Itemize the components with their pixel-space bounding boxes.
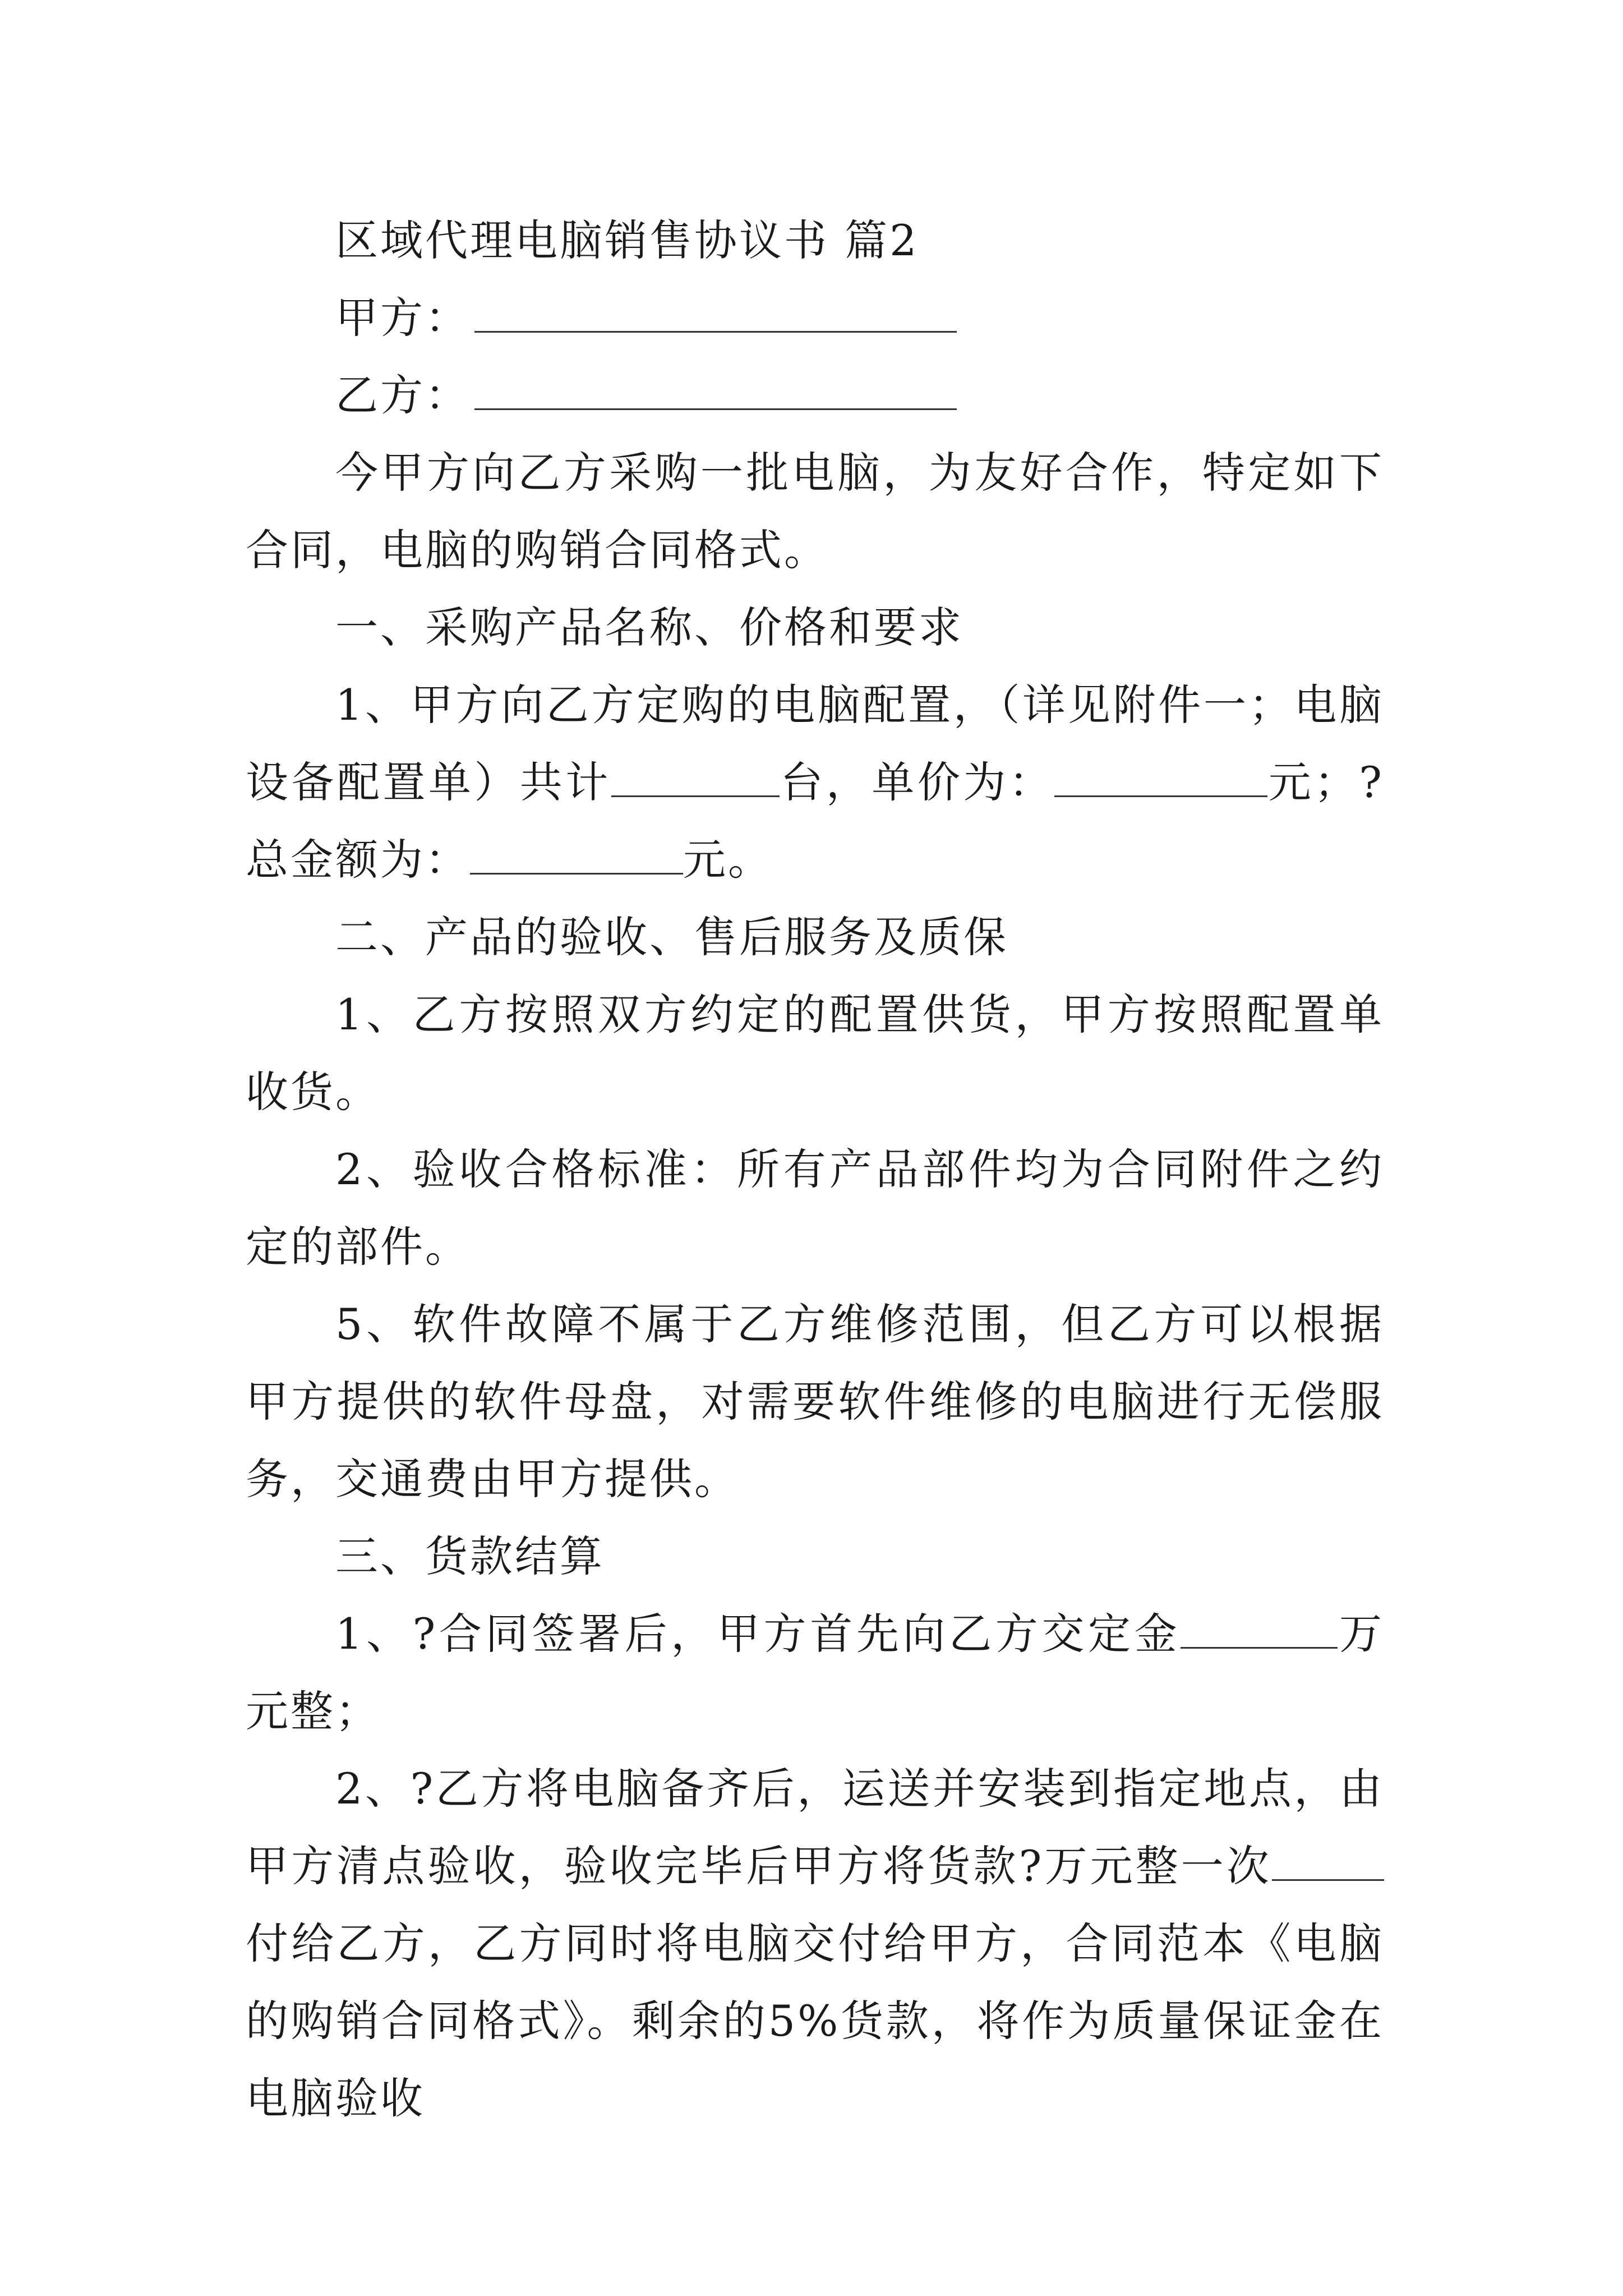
section-1-heading: 一、采购产品名称、价格和要求 (335, 602, 963, 652)
party-b-line: 乙方： (246, 357, 1384, 434)
unit-price-blank (1054, 756, 1267, 797)
section-2-heading: 二、产品的验收、售后服务及质保 (335, 912, 1008, 962)
section-3-item-1: 1、?合同签署后，甲方首先向乙方交定金 万元整； (246, 1609, 1385, 1736)
payment-blank (1272, 1840, 1384, 1881)
document-body (246, 202, 1384, 2137)
party-b-blank (474, 369, 957, 410)
document-title: 区域代理电脑销售协议书 篇2 (335, 215, 919, 265)
section-2-item-2: 2、验收合格标准：所有产品部件均为合同附件之约定的部件。 (246, 1144, 1384, 1272)
section-3-heading: 三、货款结算 (335, 1531, 605, 1581)
section-1-item-1: 1、甲方向乙方定购的电脑配置，（详见附件一；电脑设备配置单）共计 台，单价为： 元；?总金额为： 元。 (246, 680, 1385, 885)
section-2-item-1: 1、乙方按照双方约定的配置供货，甲方按照配置单收货。 (246, 990, 1384, 1117)
party-a-line: 甲方： (246, 279, 1384, 357)
deposit-blank (1181, 1608, 1338, 1649)
section-2-item-5: 5、软件故障不属于乙方维修范围，但乙方可以根据甲方提供的软件母盘，对需要软件维修的电脑进行无偿服务，交通费由甲方提供。 (246, 1299, 1384, 1504)
total-amount-blank (470, 834, 683, 875)
quantity-blank (611, 756, 780, 797)
party-a-blank (474, 292, 957, 333)
intro-paragraph: 今甲方向乙方采购一批电脑，为友好合作，特定如下合同，电脑的购销合同格式。 (246, 448, 1384, 575)
section-3-item-2: 2、?乙方将电脑备齐后，运送并安装到指定地点，由甲方清点验收，验收完毕后甲方将货款?万元整一次付给乙方，乙方同时将电脑交付给甲方，合同范本《电脑的购销合同格式》。剩余的5%货款，将作为质量保证金在电脑验收 (246, 1764, 1384, 2123)
